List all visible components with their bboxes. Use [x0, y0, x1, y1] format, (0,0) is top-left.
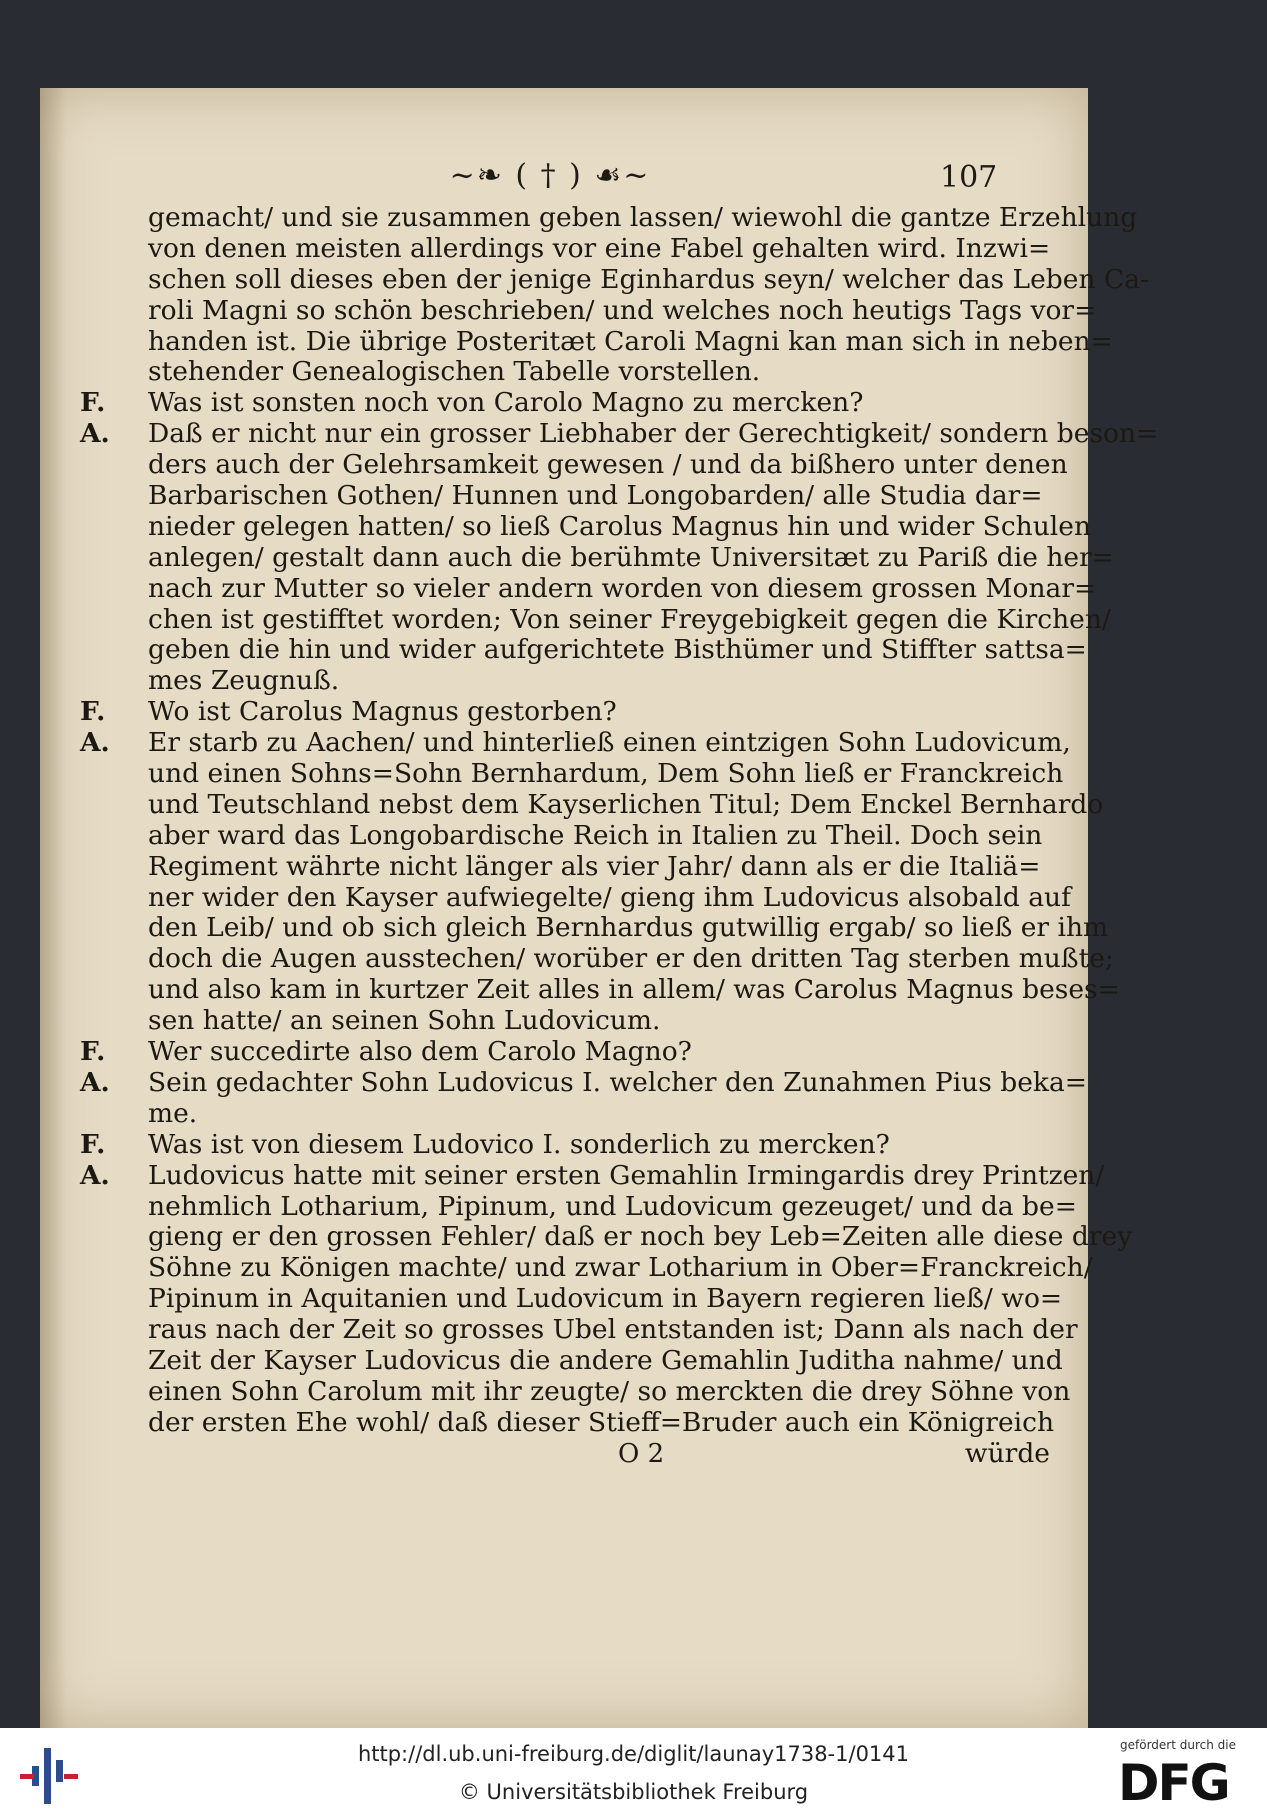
signature-mark: O 2: [618, 1438, 665, 1469]
line-text: Daß er nicht nur ein grosser Liebhaber der Gerechtigkeit/ sondern beson=: [148, 418, 1159, 450]
line-text: schen soll dieses eben der jenige Eginhardus seyn/ welcher das Leben Ca-: [148, 263, 1149, 295]
page-number: 107: [940, 160, 998, 195]
line-text: Pipinum in Aquitanien und Ludovicum in Bayern regieren ließ/ wo=: [148, 1283, 1063, 1315]
line-text: sen hatte/ an seinen Sohn Ludovicum.: [148, 1005, 661, 1037]
line-text: anlegen/ gestalt dann auch die berühmte Universitæt zu Pariß die her=: [148, 541, 1114, 573]
line-text: Wo ist Carolus Magnus gestorben?: [148, 696, 617, 728]
qa-marker: F.: [80, 1036, 106, 1068]
line-text: nach zur Mutter so vieler andern worden von diesem grossen Monar=: [148, 572, 1097, 604]
text-line: [80, 1099, 1050, 1130]
text-line: [80, 881, 1071, 914]
line-text: einen Sohn Carolum mit ihr zeugte/ so merckten die drey Söhne von: [148, 1375, 1071, 1407]
line-text: der ersten Ehe wohl/ daß dieser Stieff=Bruder auch ein Königreich: [148, 1406, 1055, 1438]
text-line: [80, 572, 1097, 605]
line-text: Was ist von diesem Ludovico I. sonderlich zu mercken?: [148, 1128, 890, 1160]
line-text: raus nach der Zeit so grosses Ubel entstanden ist; Dann als nach der: [148, 1314, 1078, 1346]
qa-marker: F.: [80, 387, 106, 419]
text-line: [80, 1159, 1105, 1192]
text-line: [80, 202, 1138, 234]
page-header: [40, 158, 1088, 198]
line-text: ner wider den Kayser aufwiegelte/ gieng ihm Ludovicus alsobald auf: [148, 881, 1071, 913]
text-line: [80, 1037, 1050, 1068]
text-line: [80, 697, 1050, 728]
line-text: me.: [148, 1097, 198, 1129]
catchword: würde: [964, 1437, 1050, 1469]
text-line: [80, 234, 1050, 265]
line-text: ders auch der Gelehrsamkeit gewesen / und da bißhero unter denen: [148, 449, 1068, 481]
line-text: den Leib/ und ob sich gleich Bernhardus gutwillig ergab/ so ließ er ihm: [148, 912, 1109, 944]
line-text: Er starb zu Aachen/ und hinterließ einen eintzigen Sohn Ludovicum,: [148, 727, 1071, 759]
line-text: doch die Augen ausstechen/ worüber er den dritten Tag sterben mußte;: [148, 943, 1114, 975]
qa-marker: F.: [80, 696, 106, 728]
text-line: [80, 1283, 1063, 1315]
line-text: chen ist gestifftet worden; Von seiner Freygebigkeit gegen die Kirchen/: [148, 603, 1111, 635]
copyright-notice: © Universitätsbibliothek Freiburg: [458, 1780, 809, 1804]
text-line: [80, 974, 1120, 1006]
text-line: [80, 418, 1159, 450]
line-text: nieder gelegen hatten/ so ließ Carolus Magnus hin und wider Schulen: [148, 510, 1092, 542]
qa-marker: A.: [80, 1066, 110, 1098]
text-line: [80, 912, 1109, 944]
text-line: [80, 541, 1114, 574]
text-line: [80, 1066, 1087, 1099]
line-text: Barbarischen Gothen/ Hunnen und Longobarden/ alle Studia dar=: [148, 480, 1043, 512]
line-text: Sein gedachter Sohn Ludovicus I. welcher den Zunahmen Pius beka=: [148, 1066, 1087, 1098]
text-line: [80, 943, 1114, 975]
text-line: [80, 1314, 1078, 1346]
line-text: von denen meisten allerdings vor eine Fabel gehalten wird. Inzwi=: [148, 232, 1051, 264]
line-text: gieng er den grossen Fehler/ daß er noch bey Leb=Zeiten alle diese drey: [148, 1221, 1133, 1253]
text-line: [80, 449, 1068, 481]
line-text: aber ward das Longobardische Reich in Italien zu Theil. Doch sein: [148, 819, 1043, 851]
line-text: handen ist. Die übrige Posteritæt Caroli Magni kan man sich in neben=: [148, 325, 1113, 357]
line-text: Was ist sonsten noch von Carolo Magno zu mercken?: [148, 387, 864, 419]
qa-marker: F.: [80, 1128, 106, 1160]
dfg-logo: DFG: [1118, 1754, 1229, 1812]
text-line: [80, 388, 1050, 419]
text-line: [80, 510, 1092, 543]
line-text: nehmlich Lotharium, Pipinum, und Ludovicum gezeuget/ und da be=: [148, 1190, 1077, 1222]
text-line: [80, 758, 1064, 790]
header-ornament: ~❧ ( † ) ☙~: [449, 158, 651, 193]
funding-note: gefördert durch die: [1120, 1738, 1236, 1752]
text-line: [80, 1190, 1077, 1223]
line-text: Söhne zu Königen machte/ und zwar Lotharium in Ober=Franckreich/: [148, 1252, 1093, 1284]
viewer-footer: [0, 1728, 1267, 1820]
line-text: mes Zeugnuß.: [148, 665, 340, 697]
line-text: Ludovicus hatte mit seiner ersten Gemahlin Irmingardis drey Printzen/: [148, 1159, 1105, 1191]
text-line: [80, 1344, 1063, 1377]
qa-marker: A.: [80, 418, 110, 450]
text-line: [80, 603, 1111, 636]
line-text: Zeit der Kayser Ludovicus die andere Gemahlin Juditha nahme/ und: [148, 1344, 1063, 1376]
text-line: [80, 481, 1050, 512]
line-text: geben die hin und wider aufgerichtete Bisthümer und Stiffter sattsa=: [148, 634, 1087, 666]
text-line: [80, 1406, 1055, 1439]
text-line: [80, 1221, 1133, 1253]
text-line: [80, 294, 1097, 327]
text-line: [80, 727, 1071, 759]
line-text: und also kam in kurtzer Zeit alles in allem/ was Carolus Magnus beses=: [148, 974, 1120, 1006]
text-line: [80, 357, 1050, 388]
line-text: und Teutschland nebst dem Kayserlichen Titul; Dem Enckel Bernhardo: [148, 788, 1104, 820]
text-line: [80, 263, 1149, 296]
qa-marker: A.: [80, 1159, 110, 1191]
line-text: und einen Sohns=Sohn Bernhardum, Dem Sohn ließ er Franckreich: [148, 758, 1064, 790]
text-line: [80, 1252, 1093, 1284]
book-page: [40, 88, 1159, 1728]
line-text: Regiment währte nicht länger als vier Jahr/ dann als er die Italiä=: [148, 850, 1041, 882]
line-text: Wer succedirte also dem Carolo Magno?: [148, 1036, 692, 1068]
qa-marker: A.: [80, 727, 110, 759]
text-line: [80, 1130, 1050, 1161]
text-line: [80, 325, 1113, 358]
text-line: [80, 788, 1104, 821]
line-text: stehender Genealogischen Tabelle vorstellen.: [148, 356, 761, 388]
text-line: [80, 1375, 1071, 1408]
text-line: [80, 852, 1050, 883]
text-line: [80, 1006, 1050, 1037]
page-footer-line: [80, 1439, 1050, 1470]
text-line: [80, 634, 1087, 666]
permalink-url[interactable]: http://dl.ub.uni-freiburg.de/diglit/launay1738-1/0141: [357, 1742, 910, 1766]
text-line: [80, 666, 1050, 697]
line-text: roli Magni so schön beschrieben/ und welches noch heutigs Tags vor=: [148, 294, 1097, 326]
text-line: [80, 821, 1050, 852]
body-text: [80, 202, 1159, 1470]
line-text: gemacht/ und sie zusammen geben lassen/ wiewohl die gantze Erzehlung: [148, 202, 1138, 233]
